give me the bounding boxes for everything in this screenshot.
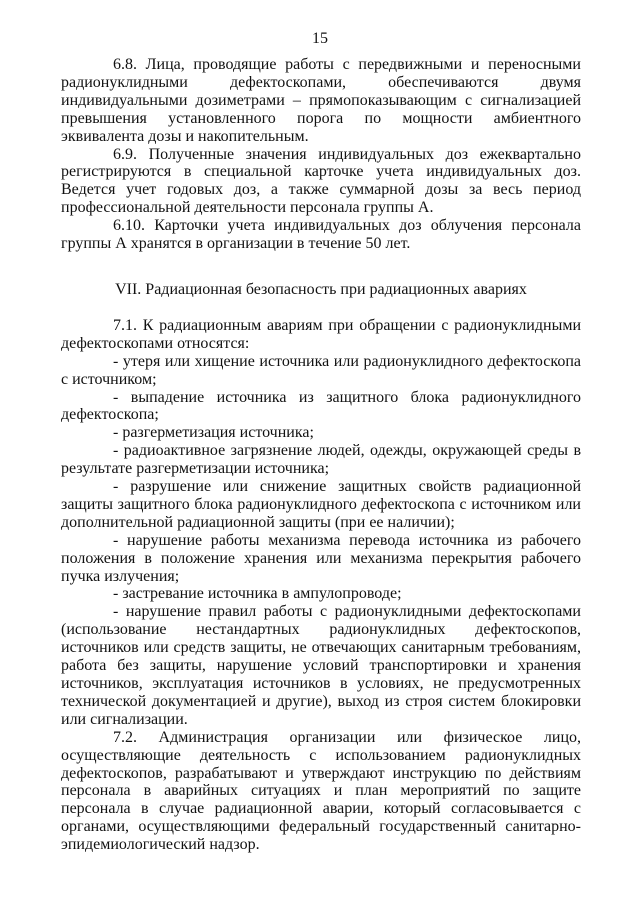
list-item: - выпадение источника из защитного блока радионуклидного дефектоскопа;	[61, 388, 581, 424]
paragraph-6-10: 6.10. Карточки учета индивидуальных доз облучения персонала группы А хранятся в организации в течение 50 лет.	[61, 217, 581, 253]
paragraph-7-2: 7.2. Администрация организации или физическое лицо, осуществляющие деятельность с использованием радионуклидных дефектоскопов, разрабатывают и утверждают инструкцию по действиям персонала в аварийных ситуациях и план мероприятий по защите персонала в случае радиационной аварии, который согласовывается с органами, осуществляющими федеральный государственный санитарно-эпидемиологический надзор.	[61, 728, 581, 854]
document-body	[61, 56, 581, 854]
paragraph-7-1: 7.1. К радиационным авариям при обращении с радионуклидными дефектоскопами относятся:	[61, 316, 581, 352]
list-item: - разгерметизация источника;	[113, 424, 314, 442]
paragraph-6-9: 6.9. Полученные значения индивидуальных доз ежеквартально регистрируются в специальной карточке учета индивидуальных доз. Ведется учет годовых доз, а также суммарной дозы за весь период профессиональной деятельности персонала группы А.	[61, 145, 581, 217]
list-item: - нарушение правил работы с радионуклидными дефектоскопами (использование нестандартных радионуклидных дефектоскопов, источников или средств защиты, не отвечающих санитарным требованиям, работа без защиты, нарушение условий транспортировки и хранения источников, эксплуатация источников в условиях, не предусмотренных технической документацией и другие), выход из строя систем блокировки или сигнализации.	[61, 603, 581, 728]
list-item: - радиоактивное загрязнение людей, одежды, окружающей среды в результате разгерметизации источника;	[61, 442, 581, 478]
list-item: - разрушение или снижение защитных свойств радиационной защиты защитного блока радионуклидного дефектоскопа с источником или дополнительной радиационной защиты (при ее наличии);	[61, 478, 581, 531]
page-number: 15	[312, 30, 328, 47]
list-item: - застревание источника в ампулопроводе;	[113, 585, 402, 603]
section-heading: VII. Радиационная безопасность при радиационных авариях	[115, 280, 527, 298]
list-item: - утеря или хищение источника или радионуклидного дефектоскопа с источником;	[61, 352, 581, 388]
paragraph-6-8: 6.8. Лица, проводящие работы с передвижными и переносными радионуклидными дефектоскопами, обеспечиваются двумя индивидуальными дозиметрами – прямопоказывающим с сигнализацией превышения установленного порога по мощности амбиентного эквивалента дозы и накопительным.	[61, 56, 581, 145]
list-item: - нарушение работы механизма перевода источника из рабочего положения в положение хранения или механизма перекрытия рабочего пучка излучения;	[61, 531, 581, 585]
